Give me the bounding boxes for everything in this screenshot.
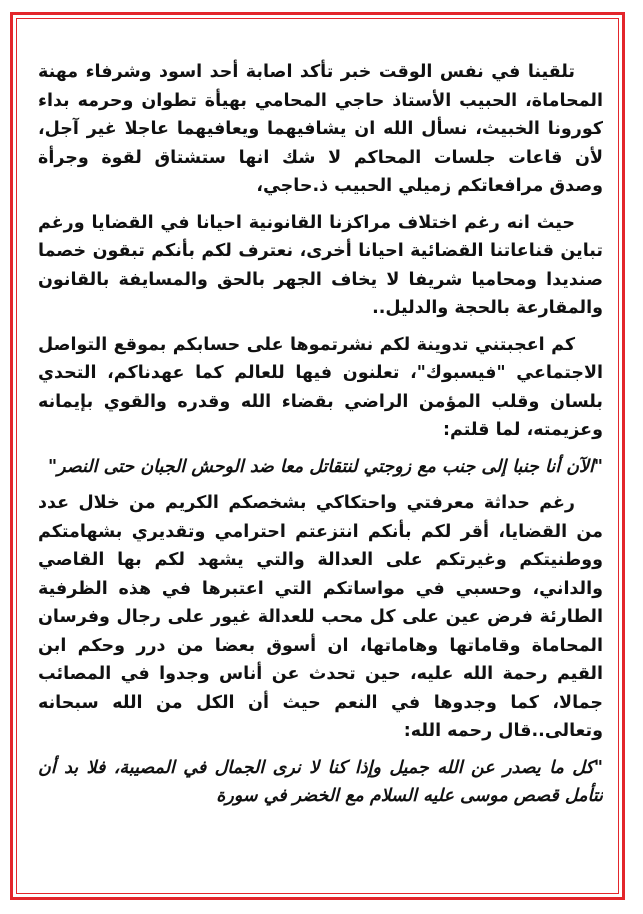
quoted-ibn-alqayyim: "كل ما يصدر عن الله جميل وإذا كنا لا نرى الجمال في المصيبة، فلا بد أن نتأمل قصص موسى عليه السلام مع الخضر في سورة [38,757,603,806]
paragraph-respect-as-opponent: حيث انه رغم اختلاف مراكزنا القانونية احيانا في القضايا ورغم تباين قناعاتنا القضائية احيانا أخرى، نعترف لكم بأنكم تبقون خصما صنديدا ومحاميا شريفا لا يخاف الجهر بالحق والمسايفة بالقانون والمقارعة بالحجة والدليل.. [38,212,603,318]
paragraph-solidarity: رغم حداثة معرفتي واحتكاكي بشخصكم الكريم من خلال عدد من القضايا، أقر لكم بأنكم انتزعتم احترامي وتقديري بشهامتكم ووطنيتكم وغيرتكم على العدالة والتي يشهد لكم بها القاصي والداني، وحسبي في مواساتكم التي اعتبرها في هذه الظرفية الطارئة فرض عين على كل محب للعدالة غيور على رجال وفرسان المحاماة وقاماتها وهاماتها، ان أسوق بعضا من درر وحكم ابن القيم رحمة الله عليه، حين تحدث عن أناس وجدوا في المصائب جمالا، كما وجدوها في النعم حيث أن الكل من الله سبحانه وتعالى..قال رحمه الله: [38,493,603,741]
paragraph-facebook-post: كم اعجبتني تدوينة لكم نشرتموها على حسابكم بموقع التواصل الاجتماعي "فيسبوك"، تعلنون فيها للعالم كما عهدناكم، التحدي بلسان وقلب المؤمن الراضي بقضاء الله وقدره والقوي بإيمانه وعزيمته، لما قلتم: [38,334,603,440]
paragraph-news-of-infection: تلقينا في نفس الوقت خبر تأكد اصابة أحد اسود وشرفاء مهنة المحاماة، الحبيب الأستاذ حاجي المحامي بهيأة تطوان وحرمه بداء كورونا الخبيث، نسأل الله ان يشافيهما ويعافيهما عاجلا غير آجل، لأن قاعات جلسات المحاكم لا شك انها ستشتاق لقوة وجرأة وصدق مرافعاتكم زميلي الحبيب ذ.حاجي، [38,62,603,196]
quoted-facebook-post: "الآن أنا جنبا إلى جنب مع زوجتي لنتقاتل معا ضد الوحش الجبان حتى النصر" [48,456,603,477]
letter-body [38,58,603,888]
